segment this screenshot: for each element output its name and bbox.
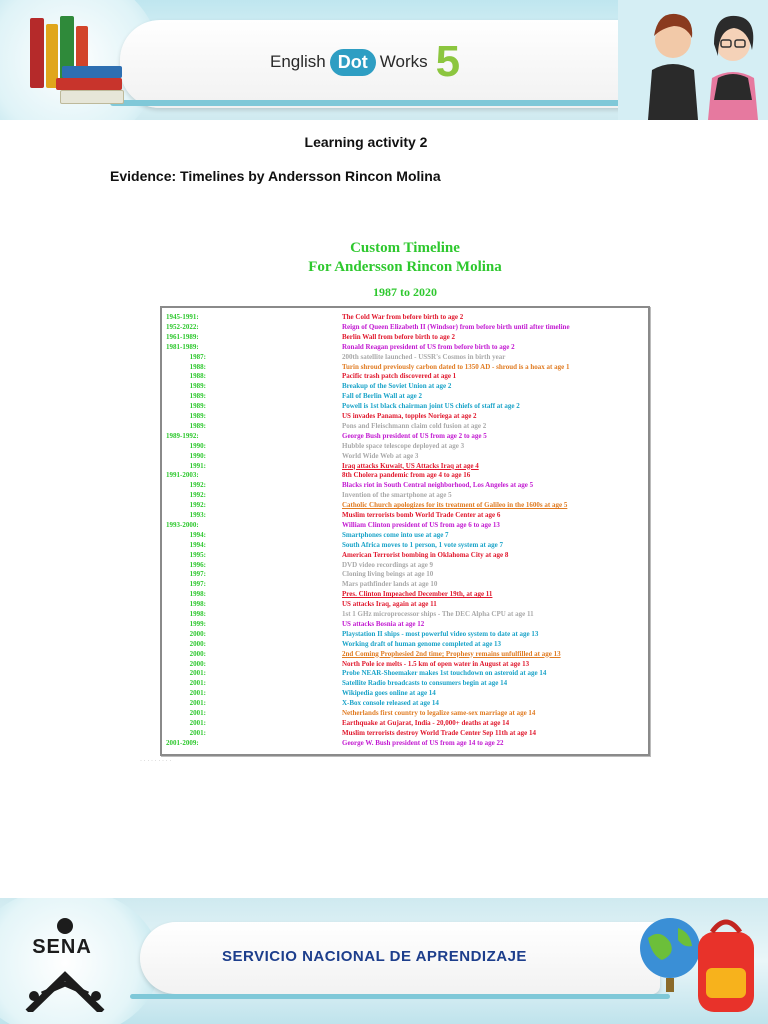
timeline-row bbox=[162, 668, 648, 678]
timeline-date: 1994: bbox=[189, 530, 206, 539]
timeline-event: Berlin Wall from before birth to age 2 bbox=[342, 332, 455, 341]
timeline-date: 1999: bbox=[189, 619, 206, 628]
timeline-row bbox=[162, 332, 648, 342]
timeline-event: DVD video recordings at age 9 bbox=[342, 560, 434, 569]
timeline-row bbox=[162, 599, 648, 609]
timeline-date: 1990: bbox=[189, 451, 206, 460]
timeline-row bbox=[162, 659, 648, 669]
timeline-event: Invention of the smartphone at age 5 bbox=[342, 491, 452, 500]
timeline-date: 1989: bbox=[189, 392, 206, 401]
timeline-event: Muslim terrorists bomb World Trade Center at age 6 bbox=[342, 511, 501, 519]
timeline-date: 1994: bbox=[189, 540, 206, 549]
timeline-event: X-Box console released at age 14 bbox=[342, 699, 439, 708]
timeline-row bbox=[162, 371, 648, 381]
timeline-date: 1998: bbox=[189, 590, 206, 599]
timeline-date: 1981-1989: bbox=[166, 342, 199, 351]
timeline-event: Cloning living beings at age 10 bbox=[342, 570, 434, 579]
timeline-row bbox=[162, 569, 648, 579]
timeline-event: Muslim terrorists destroy World Trade Center Sep 11th at age 14 bbox=[342, 728, 537, 737]
timeline-row bbox=[162, 381, 648, 391]
timeline-event: Pons and Fleischmann claim cold fusion at age 2 bbox=[342, 421, 487, 430]
timeline-date: 2001: bbox=[189, 679, 206, 688]
timeline-event: William Clinton president of US from age 6 to age 13 bbox=[342, 520, 500, 529]
timeline-row bbox=[162, 352, 648, 362]
timeline-event: 8th Cholera pandemic from age 4 to age 16 bbox=[342, 471, 471, 480]
timeline-row bbox=[162, 411, 648, 421]
timeline-date: 1987: bbox=[189, 352, 206, 361]
timeline-date: 1961-1989: bbox=[166, 332, 199, 341]
timeline-event: Ronald Reagan president of US from before birth to age 2 bbox=[342, 342, 515, 351]
timeline-row bbox=[162, 738, 648, 748]
brand-dot-badge: Dot bbox=[330, 49, 376, 76]
timeline-event: US invades Panama, topples Noriega at age 2 bbox=[342, 412, 477, 420]
timeline-event: Pres. Clinton Impeached December 19th, at age 11 bbox=[342, 590, 493, 599]
timeline-row bbox=[162, 629, 648, 639]
timeline-date: 2000: bbox=[189, 659, 206, 668]
timeline-row bbox=[162, 609, 648, 619]
timeline-row bbox=[162, 470, 648, 480]
timeline-date: 2001: bbox=[189, 709, 206, 717]
timeline-row bbox=[162, 589, 648, 599]
timeline-row bbox=[162, 362, 648, 372]
timeline-row bbox=[162, 550, 648, 560]
sena-logo-text: SENA bbox=[32, 936, 92, 958]
timeline-caption-mark: · · · · · · · · · bbox=[140, 758, 172, 764]
timeline-event: Turin shroud previously carbon dated to 1350 AD - shroud is a hoax at age 1 bbox=[342, 362, 570, 371]
timeline-date: 2001: bbox=[189, 699, 206, 708]
timeline-table bbox=[160, 306, 650, 756]
timeline-row bbox=[162, 500, 648, 510]
timeline-date: 2000: bbox=[189, 629, 206, 638]
timeline-event: American Terrorist bombing in Oklahoma City at age 8 bbox=[342, 550, 509, 559]
timeline-date: 1997: bbox=[189, 570, 206, 579]
timeline-date: 1998: bbox=[189, 610, 206, 618]
timeline-date: 1989: bbox=[189, 382, 206, 391]
brand-number: 5 bbox=[435, 37, 461, 86]
timeline-event: Satellite Radio broadcasts to consumers begin at age 14 bbox=[342, 679, 508, 688]
timeline-date: 1988: bbox=[189, 362, 206, 371]
timeline-date: 1990: bbox=[189, 441, 206, 450]
timeline-row bbox=[162, 649, 648, 659]
timeline-row bbox=[162, 708, 648, 718]
timeline-row bbox=[162, 421, 648, 431]
timeline-event: South Africa moves to 1 person, 1 vote system at age 7 bbox=[342, 540, 503, 549]
timeline-event: Pacific trash patch discovered at age 1 bbox=[342, 372, 457, 381]
timeline-event: Catholic Church apologizes for its treatment of Galileo in the 1600s at age 5 bbox=[342, 501, 568, 510]
timeline-event: Netherlands first country to legalize same-sex marriage at age 14 bbox=[342, 709, 536, 717]
timeline-event: Mars pathfinder lands at age 10 bbox=[342, 580, 438, 589]
timeline-row bbox=[162, 322, 648, 332]
timeline-event: Working draft of human genome completed at age 13 bbox=[342, 639, 502, 648]
timeline-date: 1991: bbox=[189, 461, 206, 470]
timeline-subtitle: For Andersson Rincon Molina bbox=[308, 259, 502, 275]
timeline-row bbox=[162, 510, 648, 520]
timeline-event: The Cold War from before birth to age 2 bbox=[342, 313, 464, 321]
timeline-row bbox=[162, 401, 648, 411]
timeline-date: 1997: bbox=[189, 580, 206, 589]
evidence-line: Evidence: Timelines by Andersson Rincon Molina bbox=[110, 168, 441, 184]
timeline-date: 2000: bbox=[189, 639, 206, 648]
timeline-row bbox=[162, 441, 648, 451]
timeline-row bbox=[162, 698, 648, 708]
timeline-date: 1998: bbox=[189, 600, 206, 609]
timeline-date: 2001: bbox=[189, 669, 206, 678]
timeline-date: 1989: bbox=[189, 421, 206, 430]
timeline-row bbox=[162, 718, 648, 728]
timeline-event: World Wide Web at age 3 bbox=[342, 451, 419, 460]
timeline-row bbox=[162, 461, 648, 471]
timeline-row bbox=[162, 342, 648, 352]
timeline-event: Blacks riot in South Central neighborhood, Los Angeles at age 5 bbox=[342, 481, 534, 490]
header-ribbon-stripe bbox=[110, 100, 670, 106]
timeline-date: 1989: bbox=[189, 402, 206, 411]
timeline-row bbox=[162, 530, 648, 540]
timeline-date: 2001: bbox=[189, 718, 206, 727]
timeline-event: Fall of Berlin Wall at age 2 bbox=[342, 392, 422, 401]
header-banner bbox=[0, 0, 768, 120]
timeline-row bbox=[162, 540, 648, 550]
timeline-event: Smartphones come into use at age 7 bbox=[342, 530, 449, 539]
timeline-date: 1989: bbox=[189, 412, 206, 420]
timeline-row bbox=[162, 678, 648, 688]
timeline-date: 2001-2009: bbox=[166, 738, 199, 747]
timeline-event: Breakup of the Soviet Union at age 2 bbox=[342, 382, 452, 391]
timeline-row bbox=[162, 579, 648, 589]
timeline-event: Probe NEAR-Shoemaker makes 1st touchdown on asteroid at age 14 bbox=[342, 669, 547, 678]
timeline-title: Custom Timeline bbox=[350, 240, 460, 256]
globe-backpack-illustration bbox=[618, 898, 768, 1024]
books-icon bbox=[22, 14, 132, 110]
timeline-event: Powell is 1st black chairman joint US chiefs of staff at age 2 bbox=[342, 402, 520, 411]
timeline-event: US attacks Bosnia at age 12 bbox=[342, 619, 425, 628]
footer-banner bbox=[0, 898, 768, 1024]
timeline-date: 1993-2000: bbox=[166, 520, 199, 529]
timeline-date: 1992: bbox=[189, 481, 206, 490]
timeline-date: 1989-1992: bbox=[166, 431, 199, 440]
timeline-date: 1993: bbox=[189, 511, 206, 519]
timeline-event: North Pole ice melts - 1.5 km of open water in August at age 13 bbox=[342, 659, 530, 668]
timeline-row bbox=[162, 619, 648, 629]
brand-logo bbox=[270, 37, 461, 86]
timeline-date: 2001: bbox=[189, 728, 206, 737]
timeline-row bbox=[162, 639, 648, 649]
timeline-event: Hubble space telescope deployed at age 3 bbox=[342, 441, 465, 450]
timeline-row bbox=[162, 728, 648, 738]
brand-word-works: Works bbox=[379, 52, 428, 71]
timeline-date: 2000: bbox=[189, 649, 206, 658]
timeline-event: Playstation II ships - most powerful video system to date at age 13 bbox=[342, 629, 539, 638]
timeline-event: Iraq attacks Kuwait, US Attacks Iraq at age 4 bbox=[342, 461, 479, 470]
timeline-date: 1992: bbox=[189, 491, 206, 500]
activity-title: Learning activity 2 bbox=[304, 134, 428, 150]
timeline-event: 200th satellite launched - USSR's Cosmos in birth year bbox=[342, 352, 506, 361]
timeline-date: 1995: bbox=[189, 550, 206, 559]
timeline-row bbox=[162, 312, 648, 322]
timeline-date: 1992: bbox=[189, 501, 206, 510]
footer-ribbon-stripe bbox=[130, 994, 670, 999]
timeline-range: 1987 to 2020 bbox=[373, 285, 437, 299]
timeline-date: 1945-1991: bbox=[166, 313, 199, 321]
timeline-date: 1996: bbox=[189, 560, 206, 569]
timeline-event: George W. Bush president of US from age 14 to age 22 bbox=[342, 738, 504, 747]
timeline-row bbox=[162, 391, 648, 401]
timeline-event: Earthquake at Gujarat, India - 20,000+ deaths at age 14 bbox=[342, 718, 510, 727]
timeline-row bbox=[162, 560, 648, 570]
timeline-row bbox=[162, 520, 648, 530]
timeline-date: 1952-2022: bbox=[166, 322, 199, 331]
timeline-event: US attacks Iraq, again at age 11 bbox=[342, 600, 437, 609]
timeline-date: 1988: bbox=[189, 372, 206, 381]
timeline-row bbox=[162, 490, 648, 500]
sena-logo-icon bbox=[20, 916, 110, 1012]
timeline-date: 2001: bbox=[189, 689, 206, 698]
students-illustration bbox=[618, 0, 768, 120]
timeline-row bbox=[162, 480, 648, 490]
institution-name: SERVICIO NACIONAL DE APRENDIZAJE bbox=[222, 948, 527, 965]
timeline-row bbox=[162, 451, 648, 461]
timeline-event: 1st 1 GHz microprocessor ships - The DEC Alpha CPU at age 11 bbox=[342, 610, 534, 618]
timeline-event: Wikipedia goes online at age 14 bbox=[342, 689, 436, 698]
brand-word-english: English bbox=[270, 52, 326, 71]
timeline-row bbox=[162, 431, 648, 441]
timeline-event: George Bush president of US from age 2 to age 5 bbox=[342, 431, 487, 440]
timeline-row bbox=[162, 688, 648, 698]
timeline-event: 2nd Coming Prophesied 2nd time; Prophesy remains unfulfilled at age 13 bbox=[342, 649, 561, 658]
timeline-date: 1991-2003: bbox=[166, 471, 199, 480]
timeline-event: Reign of Queen Elizabeth II (Windsor) from before birth until after timeline bbox=[342, 322, 570, 331]
